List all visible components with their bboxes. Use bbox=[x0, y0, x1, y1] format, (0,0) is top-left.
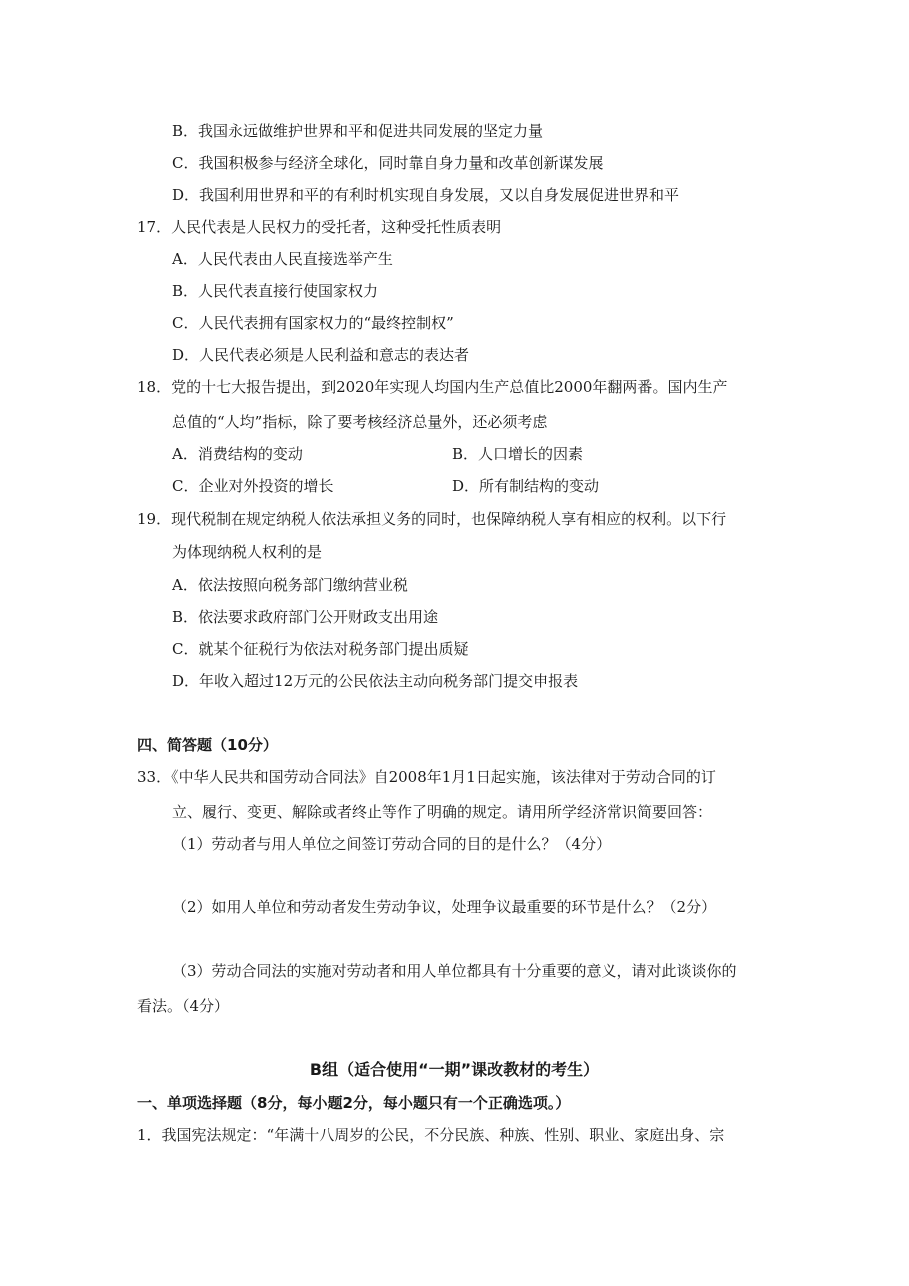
q17-option-b: B．人民代表直接行使国家权力 bbox=[172, 282, 379, 300]
q16-option-d: D．我国利用世界和平的有利时机实现自身发展，又以自身发展促进世界和平 bbox=[172, 186, 680, 204]
q33-stem-line2: 立、履行、变更、解除或者终止等作了明确的规定。请用所学经济常识简要回答： bbox=[172, 803, 713, 821]
q16-option-b: B．我国永远做维护世界和平和促进共同发展的坚定力量 bbox=[172, 122, 544, 140]
q19-option-a: A．依法按照向税务部门缴纳营业税 bbox=[172, 576, 408, 594]
q18-stem-line2: 总值的“人均”指标，除了要考核经济总量外，还必须考虑 bbox=[172, 413, 548, 431]
q19-stem-line2: 为体现纳税人权利的是 bbox=[172, 543, 323, 561]
q17-option-a: A．人民代表由人民直接选举产生 bbox=[172, 250, 393, 268]
q18-option-a: A．消费结构的变动 bbox=[172, 445, 303, 463]
q17-option-d: D．人民代表必须是人民利益和意志的表达者 bbox=[172, 346, 470, 364]
q33-stem-line1: 33．《中华人民共和国劳动合同法》自2008年1月1日起实施，该法律对于劳动合同的订 bbox=[137, 768, 716, 786]
q19-option-b: B．依法要求政府部门公开财政支出用途 bbox=[172, 608, 439, 626]
q19-option-d: D．年收入超过12万元的公民依法主动向税务部门提交申报表 bbox=[172, 672, 579, 690]
group-b-title: B组（适合使用“一期”课改教材的考生） bbox=[309, 1060, 600, 1079]
q18-option-c: C．企业对外投资的增长 bbox=[172, 477, 334, 495]
q33-sub3-line2: 看法。（4分） bbox=[137, 997, 230, 1015]
group-b-section1-heading: 一、单项选择题（8分，每小题2分，每小题只有一个正确选项。） bbox=[137, 1094, 571, 1112]
q33-sub1: （1）劳动者与用人单位之间签订劳动合同的目的是什么？（4分） bbox=[172, 835, 612, 853]
q19-stem-line1: 19．现代税制在规定纳税人依法承担义务的同时，也保障纳税人享有相应的权利。以下行 bbox=[137, 510, 727, 528]
q17-option-c: C．人民代表拥有国家权力的“最终控制权” bbox=[172, 314, 454, 332]
q18-option-b: B．人口增长的因素 bbox=[452, 445, 584, 463]
q17-stem: 17．人民代表是人民权力的受托者，这种受托性质表明 bbox=[137, 218, 502, 236]
q33-sub2: （2）如用人单位和劳动者发生劳动争议，处理争议最重要的环节是什么？（2分） bbox=[172, 898, 717, 916]
q18-option-d: D．所有制结构的变动 bbox=[452, 477, 600, 495]
group-b-q1-stem: 1．我国宪法规定：“年满十八周岁的公民，不分民族、种族、性别、职业、家庭出身、宗 bbox=[137, 1126, 725, 1144]
q33-sub3-line1: （3）劳动合同法的实施对劳动者和用人单位都具有十分重要的意义，请对此谈谈你的 bbox=[172, 962, 737, 980]
q19-option-c: C．就某个征税行为依法对税务部门提出质疑 bbox=[172, 640, 469, 658]
section4-heading: 四、简答题（10分） bbox=[137, 736, 278, 754]
q16-option-c: C．我国积极参与经济全球化，同时靠自身力量和改革创新谋发展 bbox=[172, 154, 604, 172]
q18-stem-line1: 18．党的十七大报告提出，到2020年实现人均国内生产总值比2000年翻两番。国内生产 bbox=[137, 378, 728, 396]
